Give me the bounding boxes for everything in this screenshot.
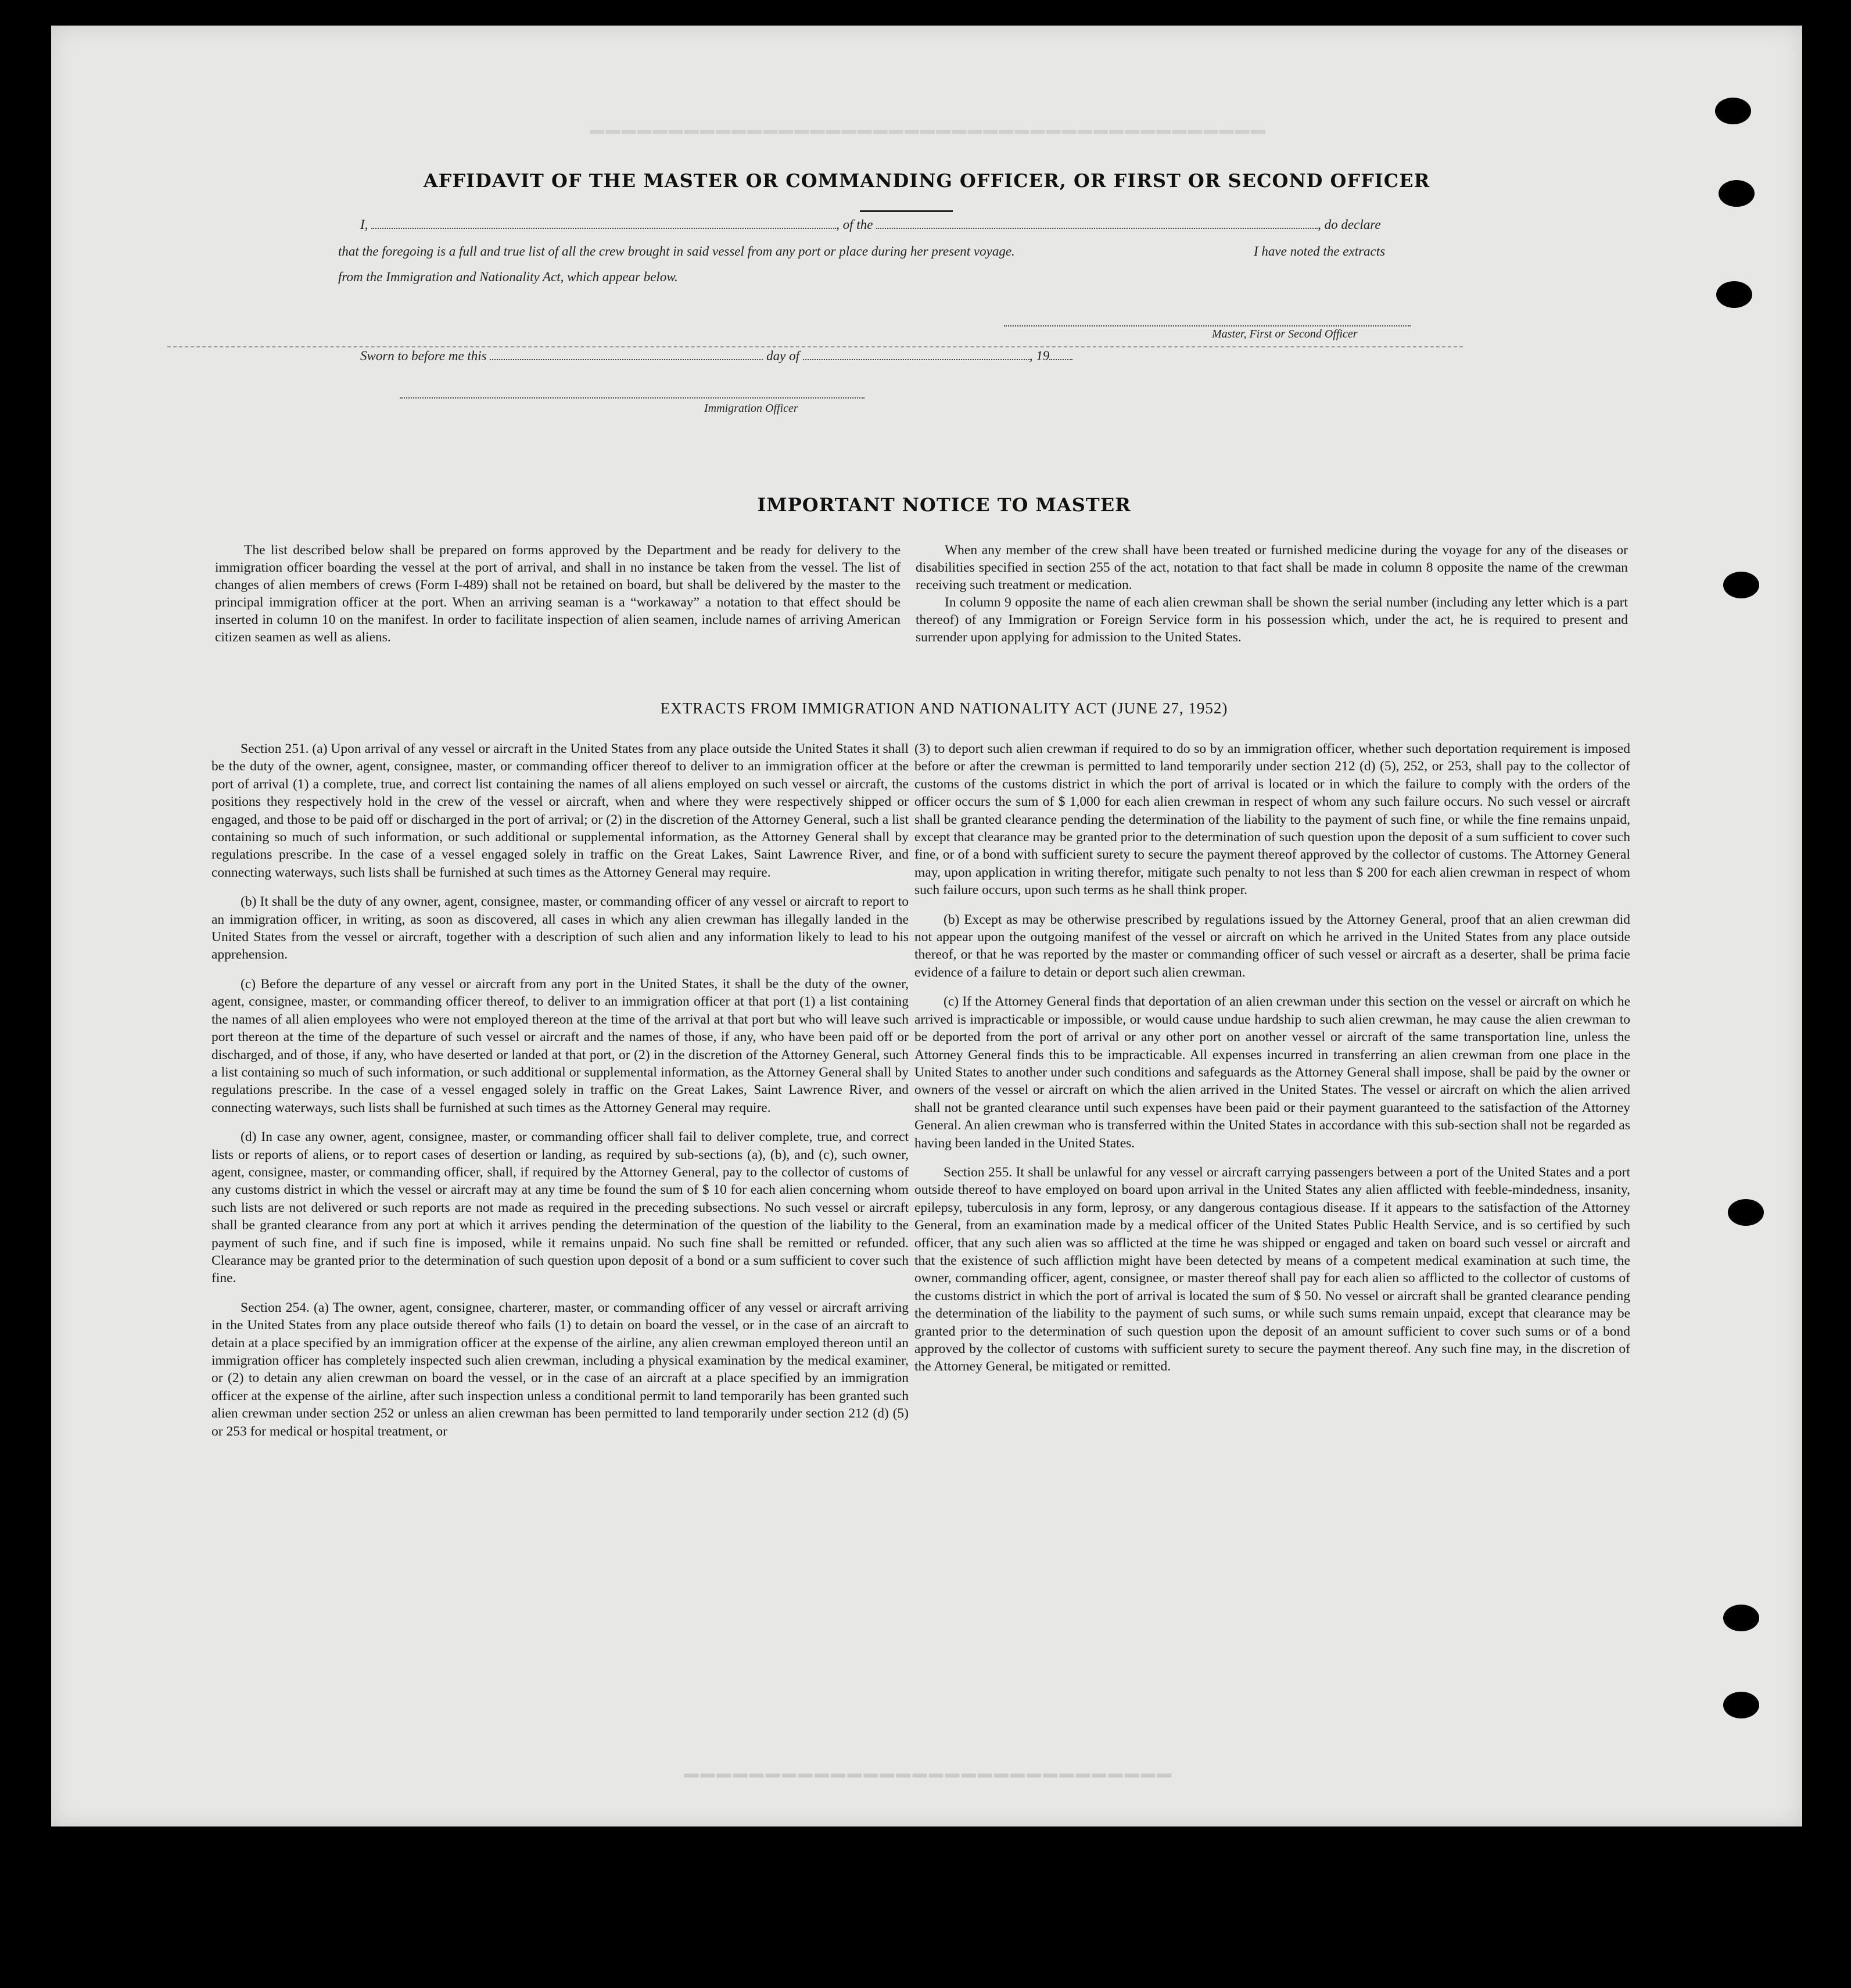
punch-hole: [1715, 98, 1751, 124]
extracts-title: EXTRACTS FROM IMMIGRATION AND NATIONALITY ACT (JUNE 27, 1952): [660, 699, 1228, 717]
do-declare-label: , do declare: [1318, 217, 1381, 232]
document-sheet: [51, 26, 1802, 1826]
sworn-month-field[interactable]: [803, 349, 1029, 360]
notice-paragraph: The list described below shall be prepared on forms approved by the Department and be ready for delivery to the immigration officer boarding the vessel at the port of arrival, and shall in no instance be taken from the vessel. The list of changes of alien members of crews (Form I-489) shall not be retained on board, but shall be delivered by the master to the principal immigration officer at the port. When an arriving seaman is a “workaway” a notation to that effect should be inserted in column 10 on the manifest. In order to facilitate inspection of alien seamen, include names of arriving American citizen seamen as well as aliens.: [215, 543, 901, 645]
section-divider: [167, 346, 1463, 347]
title-rule: [860, 210, 953, 212]
sworn-day-field[interactable]: [490, 349, 763, 360]
year-label: , 19: [1029, 349, 1050, 363]
section-255: Section 255. It shall be unlawful for any vessel or aircraft carrying passengers between a port of the United States and a port outside thereof to have employed on board upon arrival in the United States any alien afflicted with feeble-mindedness, insanity, epilepsy, tuberculosis in any form, leprosy, or any dangerous contagious disease. If it appears to the satisfaction of the Attorney General, from an examination made by a medical officer of the United States Public Health Service, and is so certified by such officer, that any such alien was so afflicted at the time he was shipped or engaged and taken on board such vessel or aircraft and that the existence of such affliction might have been detected by means of a competent medical examination at such time, the owner, commanding officer, agent, consignee, or master thereof shall pay for each alien so afflicted to the collector of customs of the customs district in which the port of arrival is located the sum of $ 50. No vessel or aircraft shall be granted clearance pending the determination of the liability to the payment of such sums, or while such sums remain unpaid, except that clearance may be granted prior to the determination of such question upon the deposit of an amount sufficient to cover such sums or of a bond approved by the collector of customs with sufficient surety to secure the payment thereof. Any such fine may, in the discretion of the Attorney General, be mitigated or remitted.: [914, 1164, 1630, 1375]
day-of-label: day of: [766, 349, 799, 363]
immigration-officer-signature-line[interactable]: [400, 397, 864, 399]
punch-hole: [1716, 281, 1752, 308]
master-signature-label: Master, First or Second Officer: [1212, 328, 1358, 340]
section-254a-continued: (3) to deport such alien crewman if required to do so by an immigration officer, whether such deportation requirement is imposed before or after the crewman is permitted to land temporarily under section 212 (d) (5), 252, or 253, shall pay to the collector of customs of the customs district in which the port of arrival is located or in which the failure to comply with the orders of the officer occurs the sum of $ 1,000 for each alien crewman in respect of whom any such failure occurs. No such vessel or aircraft shall be granted clearance pending the determination of the liability to the payment of such fine, or while the fine remains unpaid, except that clearance may be granted prior to the determination of such question upon the deposit of a sum sufficient to cover such fine, or of a bond with sufficient surety to secure the payment thereof approved by the collector of customs. The Attorney General may, upon application in writing therefor, mitigate such penalty to not less than $ 200 for each alien crewman in respect of whom such failure occurs, upon such terms as he shall think proper.: [914, 741, 1630, 898]
affidavit-line-1: [360, 217, 1381, 232]
extracts-left-column: [211, 740, 909, 1452]
sworn-year-field[interactable]: [1049, 349, 1072, 360]
bleed-through-footer: ━━━━━━━━━━━━━━━━━━━━━━━━━━━━━━: [681, 1763, 1172, 1789]
bleed-through-header: ━━━━━━━━━━━━━━━━━━━━━━━━━━━━━━━━━━━━━━━━━━━: [588, 119, 1265, 146]
affidavit-statement: that the foregoing is a full and true list of all the crew brought in said vessel from any port or place during her present voyage.: [338, 244, 1015, 259]
affidavit-title: AFFIDAVIT OF THE MASTER OR COMMANDING OFFICER, OR FIRST OR SECOND OFFICER: [423, 170, 1430, 192]
immigration-officer-label: Immigration Officer: [704, 402, 798, 415]
section-254c: (c) If the Attorney General finds that deportation of an alien crewman under this section on the vessel or aircraft on which he arrived is impracticable or impossible, or would cause undue hardship to such alien crewman, he may cause the alien crewman to be deported from the port of arrival or any other port on another vessel or aircraft of the same transportation line, unless the Attorney General finds this to be impracticable. All expenses incurred in transferring an alien crewman from one place in the United States to another under such conditions and safeguards as the Attorney General shall impose, shall be paid by the owner or owners of the vessel or aircraft on which the alien arrived in the United States. The vessel or aircraft on which the alien arrived shall not be granted clearance until such expenses have been paid or their payment guaranteed to the satisfaction of the Attorney General. An alien crewman who is transferred within the United States in accordance with this sub-section shall not be regarded as having been landed in the United States.: [914, 994, 1630, 1151]
notice-paragraph: When any member of the crew shall have been treated or furnished medicine during the voyage for any of the diseases or disabilities specified in section 255 of the act, notation to that fact shall be made in column 8 opposite the name of the crewman receiving such treatment or medication.: [916, 543, 1628, 593]
section-251d: (d) In case any owner, agent, consignee, master, or commanding officer shall fail to deliver complete, true, and correct lists or reports of aliens, or to report cases of desertion or landing, as required by sub-sections (a), (b), and (c), such owner, agent, consignee, master, or commanding officer, shall, if required by the Attorney General, pay to the collector of customs of any customs district in which the vessel or aircraft may at any time be found the sum of $ 10 for each alien concerning whom such lists are not delivered or such reports are not made as required in the preceding subsections. No such vessel or aircraft shall be granted clearance from any port at which it arrives pending the determination of the question of the liability to the payment of such fine, and if such fine is imposed, while it remains unpaid. No such fine shall be remitted or refunded. Clearance may be granted prior to the determination of such question upon deposit of a bond or a sum sufficient to cover such fine.: [211, 1129, 909, 1286]
affidavit-line-2-right: I have noted the extracts: [1254, 244, 1386, 259]
name-field[interactable]: [371, 217, 836, 229]
punch-hole: [1723, 1605, 1759, 1631]
punch-hole: [1723, 572, 1759, 598]
master-signature-line[interactable]: [1004, 325, 1411, 326]
section-251c: (c) Before the departure of any vessel or aircraft from any port in the United States, it shall be the duty of the owner, agent, consignee, master, or commanding officer thereof, to deliver to an immigration officer at that port (1) a list containing the names of all alien employees who were not employed thereon at the time of the arrival at that port but who will leave such port thereon at the time of the departure of such vessel or aircraft and the names of those, if any, who have been paid off or discharged, and of those, if any, who have deserted or landed at that port, or (2) in the discretion of the Attorney General, such a list containing so much of such information, or such additional or supplemental information, as the Attorney General shall by regulations prescribe. In the case of a vessel engaged solely in traffic on the Great Lakes, Saint Lawrence River, and connecting waterways, such lists shall be furnished at such times as the Attorney General may require.: [211, 976, 909, 1115]
vessel-field[interactable]: [876, 217, 1318, 229]
section-251a: Section 251. (a) Upon arrival of any vessel or aircraft in the United States from any place outside the United States it shall be the duty of the owner, agent, consignee, master, or commanding officer thereof to deliver to an immigration officer at the port of arrival (1) a complete, true, and correct list containing the names of all aliens employed on such vessel or aircraft, the positions they respectively hold in the crew of the vessel or aircraft, when and where they were respectively shipped or engaged, and those to be paid off or discharged in the port of arrival; or (2) in the discretion of the Attorney General, such a list containing so much of such information, or such additional or supplemental information, as the Attorney General shall by regulations prescribe. In the case of a vessel engaged solely in traffic on the Great Lakes, Saint Lawrence River, and connecting waterways, such lists shall be furnished at such times as the Attorney General may require.: [211, 741, 909, 880]
notice-left-column: [215, 541, 901, 646]
affidavit-line-2: [338, 244, 1015, 259]
punch-hole: [1728, 1199, 1764, 1226]
sworn-line: Sworn to before me this day of , 19: [360, 349, 1072, 364]
i-label: I,: [360, 217, 368, 232]
section-254a: Section 254. (a) The owner, agent, consignee, charterer, master, or commanding officer of any vessel or aircraft arriving in the United States from any place outside thereof who fails (1) to detain on board the vessel, or in the case of an aircraft to detain at a place specified by an immigration officer at the expense of the airline, any alien crewman employed thereon until an immigration officer has completely inspected such alien crewman, including a physical examination by the medical examiner, or (2) to detain any alien crewman on board the vessel, or in the case of an aircraft at a place specified by an immigration officer at the expense of the airline, after such inspection unless a conditional permit to land temporarily has been granted such alien crewman under section 252 or unless an alien crewman has been permitted to land temporarily under section 212 (d) (5) or 253 for medical or hospital treatment, or: [211, 1300, 909, 1439]
notice-title: IMPORTANT NOTICE TO MASTER: [757, 494, 1131, 516]
of-the-label: , of the: [836, 217, 873, 232]
section-251b: (b) It shall be the duty of any owner, agent, consignee, master, or commanding officer of any vessel or aircraft to report to an immigration officer, in writing, as soon as discovered, all cases in which any alien crewman has illegally landed in the United States from the vessel or aircraft, together with a description of such alien and any information likely to lead to his apprehension.: [211, 894, 909, 963]
notice-paragraph: In column 9 opposite the name of each alien crewman shall be shown the serial number (including any letter which is a part thereof) of any Immigration or Foreign Service form in his possession which, under the act, he is required to present and surrender upon applying for admission to the United States.: [916, 595, 1628, 645]
extracts-right-column: [914, 740, 1630, 1387]
section-254b: (b) Except as may be otherwise prescribed by regulations issued by the Attorney General, proof that an alien crewman did not appear upon the outgoing manifest of the vessel or aircraft on which he arrived in the United States from any place outside thereof, or that he was reported by the master or commanding officer of such vessel or aircraft as a deserter, shall be prima facie evidence of a failure to detain or deport such alien crewman.: [914, 912, 1630, 980]
punch-hole: [1723, 1692, 1759, 1718]
notice-right-column: [916, 541, 1628, 646]
affidavit-line-3: from the Immigration and Nationality Act, which appear below.: [338, 270, 678, 284]
